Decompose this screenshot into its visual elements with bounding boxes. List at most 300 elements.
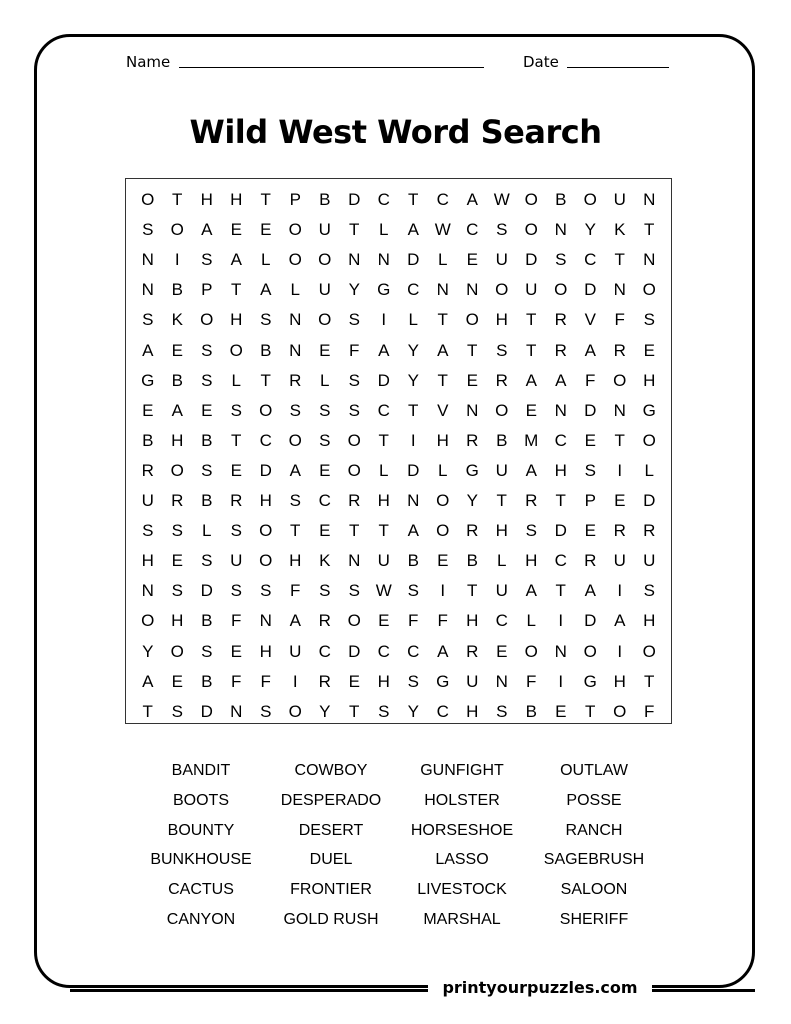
grid-cell[interactable]: Y xyxy=(142,641,154,661)
grid-cell[interactable]: B xyxy=(496,430,508,450)
grid-cell[interactable]: O xyxy=(288,701,302,721)
grid-cell[interactable]: R xyxy=(141,460,154,480)
grid-cell[interactable]: D xyxy=(584,280,597,300)
grid-cell[interactable]: W xyxy=(493,190,510,209)
grid-cell[interactable]: C xyxy=(377,190,390,209)
grid-cell[interactable]: E xyxy=(348,671,360,691)
grid-cell[interactable]: N xyxy=(613,400,626,420)
grid-cell[interactable]: R xyxy=(230,491,243,510)
grid-cell[interactable]: N xyxy=(466,280,479,300)
grid-cell[interactable]: F xyxy=(408,611,419,631)
grid-cell[interactable]: T xyxy=(260,190,271,209)
grid-cell[interactable]: E xyxy=(171,671,183,691)
grid-cell[interactable]: H xyxy=(495,521,508,541)
grid-cell[interactable]: C xyxy=(377,641,390,661)
grid-cell[interactable]: N xyxy=(230,701,243,721)
grid-cell[interactable]: G xyxy=(141,370,155,390)
grid-cell[interactable]: H xyxy=(495,310,508,330)
grid-cell[interactable]: S xyxy=(643,310,655,330)
grid-cell[interactable]: Y xyxy=(407,370,419,390)
grid-cell[interactable]: B xyxy=(171,370,183,390)
grid-cell[interactable]: R xyxy=(554,310,567,330)
grid-cell[interactable]: O xyxy=(583,190,597,209)
grid-cell[interactable]: B xyxy=(260,340,272,360)
grid-cell[interactable]: L xyxy=(231,370,241,390)
grid-cell[interactable]: D xyxy=(200,701,213,721)
grid-cell[interactable]: D xyxy=(643,491,656,510)
grid-cell[interactable]: H xyxy=(525,551,538,571)
grid-cell[interactable]: O xyxy=(524,220,538,240)
grid-cell[interactable]: T xyxy=(526,310,537,330)
grid-cell[interactable]: K xyxy=(319,551,331,571)
grid-cell[interactable]: H xyxy=(554,460,567,480)
grid-cell[interactable]: S xyxy=(230,581,242,601)
grid-cell[interactable]: S xyxy=(142,310,154,330)
grid-cell[interactable]: O xyxy=(524,190,538,209)
grid-cell[interactable]: I xyxy=(174,250,180,270)
grid-cell[interactable]: S xyxy=(230,400,242,420)
grid-cell[interactable]: S xyxy=(348,310,360,330)
grid-cell[interactable]: L xyxy=(644,460,654,480)
grid-cell[interactable]: H xyxy=(141,551,154,571)
grid-cell[interactable]: S xyxy=(348,400,360,420)
grid-cell[interactable]: U xyxy=(318,220,331,240)
grid-cell[interactable]: U xyxy=(495,250,508,270)
grid-cell[interactable]: L xyxy=(526,611,536,631)
grid-cell[interactable]: T xyxy=(408,190,419,209)
grid-cell[interactable]: T xyxy=(555,491,566,510)
grid-cell[interactable]: U xyxy=(613,190,626,209)
grid-cell[interactable]: O xyxy=(347,430,361,450)
grid-cell[interactable]: T xyxy=(496,491,507,510)
grid-cell[interactable]: S xyxy=(289,400,301,420)
grid-cell[interactable]: F xyxy=(349,340,360,360)
grid-cell[interactable]: R xyxy=(289,370,302,390)
grid-cell[interactable]: C xyxy=(259,430,272,450)
grid-cell[interactable]: H xyxy=(171,430,184,450)
grid-cell[interactable]: E xyxy=(171,340,183,360)
grid-cell[interactable]: R xyxy=(643,521,656,541)
grid-cell[interactable]: R xyxy=(613,340,626,360)
grid-cell[interactable]: O xyxy=(347,460,361,480)
grid-cell[interactable]: T xyxy=(555,581,566,601)
grid-cell[interactable]: U xyxy=(141,491,154,510)
grid-cell[interactable]: T xyxy=(585,701,596,721)
grid-cell[interactable]: B xyxy=(466,551,478,571)
grid-cell[interactable]: N xyxy=(141,280,154,300)
grid-cell[interactable]: S xyxy=(201,370,213,390)
grid-cell[interactable]: S xyxy=(201,460,213,480)
grid-cell[interactable]: L xyxy=(290,280,300,300)
grid-cell[interactable]: B xyxy=(142,430,154,450)
grid-cell[interactable]: Y xyxy=(348,280,360,300)
grid-cell[interactable]: O xyxy=(318,310,332,330)
grid-cell[interactable]: R xyxy=(613,521,626,541)
grid-cell[interactable]: A xyxy=(584,340,596,360)
grid-cell[interactable]: A xyxy=(525,370,537,390)
grid-cell[interactable]: N xyxy=(643,190,656,209)
grid-cell[interactable]: S xyxy=(496,701,508,721)
grid-cell[interactable]: O xyxy=(170,220,184,240)
grid-cell[interactable]: S xyxy=(201,340,213,360)
grid-cell[interactable]: U xyxy=(466,671,479,691)
grid-cell[interactable]: S xyxy=(260,310,272,330)
grid-cell[interactable]: G xyxy=(583,671,597,691)
grid-cell[interactable]: A xyxy=(378,340,390,360)
grid-cell[interactable]: H xyxy=(613,671,626,691)
grid-cell[interactable]: Y xyxy=(407,340,419,360)
grid-cell[interactable]: O xyxy=(347,611,361,631)
grid-cell[interactable]: O xyxy=(170,460,184,480)
grid-cell[interactable]: O xyxy=(288,430,302,450)
grid-cell[interactable]: E xyxy=(319,460,331,480)
grid-cell[interactable]: E xyxy=(584,430,596,450)
grid-cell[interactable]: O xyxy=(200,310,214,330)
grid-cell[interactable]: T xyxy=(644,220,655,240)
grid-cell[interactable]: E xyxy=(230,460,242,480)
grid-cell[interactable]: F xyxy=(644,701,655,721)
grid-cell[interactable]: S xyxy=(407,671,419,691)
grid-cell[interactable]: N xyxy=(141,250,154,270)
grid-cell[interactable]: D xyxy=(259,460,272,480)
grid-cell[interactable]: T xyxy=(349,521,360,541)
grid-cell[interactable]: H xyxy=(643,370,656,390)
grid-cell[interactable]: C xyxy=(466,220,479,240)
grid-cell[interactable]: E xyxy=(555,701,567,721)
grid-cell[interactable]: A xyxy=(525,460,537,480)
grid-cell[interactable]: D xyxy=(554,521,567,541)
grid-cell[interactable]: A xyxy=(437,340,449,360)
grid-cell[interactable]: A xyxy=(201,220,213,240)
grid-cell[interactable]: N xyxy=(554,220,567,240)
grid-cell[interactable]: S xyxy=(584,460,596,480)
grid-cell[interactable]: D xyxy=(584,611,597,631)
grid-cell[interactable]: C xyxy=(554,430,567,450)
grid-cell[interactable]: T xyxy=(290,521,301,541)
grid-cell[interactable]: P xyxy=(289,190,301,209)
grid-cell[interactable]: S xyxy=(142,220,154,240)
grid-cell[interactable]: R xyxy=(348,491,361,510)
grid-cell[interactable]: S xyxy=(496,220,508,240)
grid-cell[interactable]: T xyxy=(260,370,271,390)
grid-cell[interactable]: C xyxy=(318,641,331,661)
grid-cell[interactable]: O xyxy=(288,250,302,270)
grid-cell[interactable]: U xyxy=(643,551,656,571)
grid-cell[interactable]: B xyxy=(201,671,213,691)
grid-cell[interactable]: S xyxy=(378,701,390,721)
grid-cell[interactable]: T xyxy=(644,671,655,691)
grid-cell[interactable]: G xyxy=(377,280,391,300)
grid-cell[interactable]: E xyxy=(496,641,508,661)
grid-cell[interactable]: C xyxy=(495,611,508,631)
grid-cell[interactable]: B xyxy=(201,611,213,631)
grid-cell[interactable]: D xyxy=(377,370,390,390)
grid-cell[interactable]: E xyxy=(378,611,390,631)
grid-cell[interactable]: S xyxy=(260,701,272,721)
grid-cell[interactable]: M xyxy=(524,430,539,450)
grid-cell[interactable]: N xyxy=(348,250,361,270)
grid-cell[interactable]: H xyxy=(643,611,656,631)
grid-cell[interactable]: E xyxy=(171,551,183,571)
grid-cell[interactable]: L xyxy=(261,250,271,270)
date-field-line[interactable] xyxy=(567,67,669,68)
grid-cell[interactable]: R xyxy=(171,491,184,510)
grid-cell[interactable]: R xyxy=(466,641,479,661)
grid-cell[interactable]: T xyxy=(231,280,242,300)
grid-cell[interactable]: S xyxy=(260,581,272,601)
grid-cell[interactable]: L xyxy=(408,310,418,330)
grid-cell[interactable]: I xyxy=(617,460,623,480)
grid-cell[interactable]: T xyxy=(437,310,448,330)
grid-cell[interactable]: S xyxy=(643,581,655,601)
grid-cell[interactable]: C xyxy=(318,491,331,510)
grid-cell[interactable]: T xyxy=(378,430,389,450)
grid-cell[interactable]: H xyxy=(200,190,213,209)
grid-cell[interactable]: V xyxy=(437,400,449,420)
grid-cell[interactable]: O xyxy=(259,400,273,420)
grid-cell[interactable]: A xyxy=(584,581,596,601)
grid-cell[interactable]: P xyxy=(584,491,596,510)
grid-cell[interactable]: O xyxy=(259,551,273,571)
grid-cell[interactable]: E xyxy=(437,551,449,571)
grid-cell[interactable]: F xyxy=(526,671,537,691)
grid-cell[interactable]: O xyxy=(259,521,273,541)
grid-cell[interactable]: L xyxy=(497,551,507,571)
grid-cell[interactable]: T xyxy=(526,340,537,360)
grid-cell[interactable]: S xyxy=(201,641,213,661)
grid-cell[interactable]: H xyxy=(377,671,390,691)
grid-cell[interactable]: E xyxy=(319,521,331,541)
grid-cell[interactable]: N xyxy=(643,250,656,270)
grid-cell[interactable]: E xyxy=(260,220,272,240)
grid-cell[interactable]: A xyxy=(407,220,419,240)
grid-cell[interactable]: O xyxy=(554,280,568,300)
grid-cell[interactable]: A xyxy=(466,190,478,209)
grid-cell[interactable]: D xyxy=(348,190,361,209)
grid-cell[interactable]: D xyxy=(200,581,213,601)
grid-cell[interactable]: O xyxy=(141,190,155,209)
grid-cell[interactable]: S xyxy=(171,581,183,601)
grid-cell[interactable]: T xyxy=(378,521,389,541)
grid-cell[interactable]: T xyxy=(408,400,419,420)
grid-cell[interactable]: Y xyxy=(319,701,331,721)
grid-cell[interactable]: N xyxy=(436,280,449,300)
grid-cell[interactable]: R xyxy=(466,430,479,450)
grid-cell[interactable]: F xyxy=(614,310,625,330)
grid-cell[interactable]: E xyxy=(466,370,478,390)
name-field-line[interactable] xyxy=(179,67,484,68)
grid-cell[interactable]: L xyxy=(320,370,330,390)
grid-cell[interactable]: U xyxy=(525,280,538,300)
grid-cell[interactable]: B xyxy=(555,190,567,209)
grid-cell[interactable]: T xyxy=(349,701,360,721)
grid-cell[interactable]: S xyxy=(201,551,213,571)
grid-cell[interactable]: A xyxy=(142,340,154,360)
grid-cell[interactable]: O xyxy=(495,280,509,300)
grid-cell[interactable]: S xyxy=(230,521,242,541)
grid-cell[interactable]: T xyxy=(467,581,478,601)
grid-cell[interactable]: N xyxy=(613,280,626,300)
grid-cell[interactable]: R xyxy=(466,521,479,541)
grid-cell[interactable]: R xyxy=(318,611,331,631)
grid-cell[interactable]: S xyxy=(407,581,419,601)
grid-cell[interactable]: E xyxy=(466,250,478,270)
grid-cell[interactable]: G xyxy=(436,671,450,691)
grid-cell[interactable]: E xyxy=(614,491,626,510)
grid-cell[interactable]: T xyxy=(467,340,478,360)
grid-cell[interactable]: I xyxy=(410,430,416,450)
grid-cell[interactable]: R xyxy=(584,551,597,571)
grid-cell[interactable]: W xyxy=(434,220,451,240)
grid-cell[interactable]: F xyxy=(231,671,242,691)
grid-cell[interactable]: N xyxy=(377,250,390,270)
grid-cell[interactable]: O xyxy=(170,641,184,661)
grid-cell[interactable]: N xyxy=(348,551,361,571)
grid-cell[interactable]: C xyxy=(436,190,449,209)
grid-cell[interactable]: I xyxy=(292,671,298,691)
grid-cell[interactable]: V xyxy=(584,310,596,330)
grid-cell[interactable]: T xyxy=(142,701,153,721)
grid-cell[interactable]: K xyxy=(171,310,183,330)
grid-cell[interactable]: B xyxy=(407,551,419,571)
grid-cell[interactable]: E xyxy=(584,521,596,541)
grid-cell[interactable]: S xyxy=(142,521,154,541)
grid-cell[interactable]: N xyxy=(289,340,302,360)
grid-cell[interactable]: A xyxy=(171,400,183,420)
grid-cell[interactable]: E xyxy=(201,400,213,420)
grid-cell[interactable]: C xyxy=(377,400,390,420)
grid-cell[interactable]: I xyxy=(381,310,387,330)
grid-cell[interactable]: U xyxy=(230,551,243,571)
grid-cell[interactable]: N xyxy=(141,581,154,601)
grid-cell[interactable]: B xyxy=(201,430,213,450)
grid-cell[interactable]: H xyxy=(377,491,390,510)
grid-cell[interactable]: D xyxy=(348,641,361,661)
grid-cell[interactable]: O xyxy=(318,250,332,270)
grid-cell[interactable]: S xyxy=(319,430,331,450)
grid-cell[interactable]: H xyxy=(259,641,272,661)
grid-cell[interactable]: U xyxy=(495,460,508,480)
grid-cell[interactable]: A xyxy=(437,641,449,661)
grid-cell[interactable]: F xyxy=(437,611,448,631)
grid-cell[interactable]: D xyxy=(407,250,420,270)
grid-cell[interactable]: F xyxy=(585,370,596,390)
grid-cell[interactable]: O xyxy=(229,340,243,360)
grid-cell[interactable]: A xyxy=(555,370,567,390)
grid-cell[interactable]: C xyxy=(584,250,597,270)
grid-cell[interactable]: S xyxy=(348,581,360,601)
grid-cell[interactable]: O xyxy=(141,611,155,631)
grid-cell[interactable]: H xyxy=(466,611,479,631)
grid-cell[interactable]: H xyxy=(436,430,449,450)
grid-cell[interactable]: N xyxy=(407,491,420,510)
grid-cell[interactable]: Y xyxy=(466,491,478,510)
grid-cell[interactable]: F xyxy=(260,671,271,691)
grid-cell[interactable]: N xyxy=(554,641,567,661)
grid-cell[interactable]: B xyxy=(201,491,213,510)
grid-cell[interactable]: T xyxy=(614,430,625,450)
grid-cell[interactable]: D xyxy=(407,460,420,480)
grid-cell[interactable]: H xyxy=(171,611,184,631)
grid-cell[interactable]: S xyxy=(319,581,331,601)
grid-cell[interactable]: N xyxy=(495,671,508,691)
grid-cell[interactable]: A xyxy=(407,521,419,541)
grid-cell[interactable]: A xyxy=(614,611,626,631)
grid-cell[interactable]: O xyxy=(642,430,656,450)
grid-cell[interactable]: I xyxy=(617,641,623,661)
grid-cell[interactable]: E xyxy=(525,400,537,420)
grid-cell[interactable]: R xyxy=(495,370,508,390)
grid-cell[interactable]: D xyxy=(584,400,597,420)
grid-cell[interactable]: N xyxy=(259,611,272,631)
grid-cell[interactable]: T xyxy=(172,190,183,209)
grid-cell[interactable]: T xyxy=(437,370,448,390)
grid-cell[interactable]: H xyxy=(466,701,479,721)
grid-cell[interactable]: I xyxy=(558,671,564,691)
grid-cell[interactable]: N xyxy=(289,310,302,330)
grid-cell[interactable]: E xyxy=(142,400,154,420)
grid-cell[interactable]: S xyxy=(171,521,183,541)
grid-cell[interactable]: A xyxy=(230,250,242,270)
grid-cell[interactable]: O xyxy=(524,641,538,661)
grid-cell[interactable]: S xyxy=(319,400,331,420)
grid-cell[interactable]: R xyxy=(318,671,331,691)
grid-cell[interactable]: E xyxy=(319,340,331,360)
grid-cell[interactable]: O xyxy=(642,641,656,661)
grid-cell[interactable]: O xyxy=(583,641,597,661)
grid-cell[interactable]: S xyxy=(348,370,360,390)
grid-cell[interactable]: K xyxy=(614,220,626,240)
grid-cell[interactable]: F xyxy=(231,611,242,631)
grid-cell[interactable]: S xyxy=(201,250,213,270)
grid-cell[interactable]: N xyxy=(466,400,479,420)
grid-cell[interactable]: H xyxy=(259,491,272,510)
grid-cell[interactable]: S xyxy=(496,340,508,360)
grid-cell[interactable]: E xyxy=(230,220,242,240)
grid-cell[interactable]: T xyxy=(231,430,242,450)
grid-cell[interactable]: B xyxy=(319,190,331,209)
grid-cell[interactable]: R xyxy=(554,340,567,360)
grid-cell[interactable]: I xyxy=(558,611,564,631)
grid-cell[interactable]: G xyxy=(465,460,479,480)
grid-cell[interactable]: U xyxy=(613,551,626,571)
grid-cell[interactable]: R xyxy=(525,491,538,510)
grid-cell[interactable]: W xyxy=(375,581,392,601)
grid-cell[interactable]: C xyxy=(436,701,449,721)
grid-cell[interactable]: S xyxy=(555,250,567,270)
grid-cell[interactable]: E xyxy=(643,340,655,360)
grid-cell[interactable]: S xyxy=(289,491,301,510)
grid-cell[interactable]: U xyxy=(377,551,390,571)
grid-cell[interactable]: F xyxy=(290,581,301,601)
grid-cell[interactable]: Y xyxy=(407,701,419,721)
grid-cell[interactable]: O xyxy=(436,491,450,510)
grid-cell[interactable]: O xyxy=(642,280,656,300)
grid-cell[interactable]: H xyxy=(230,310,243,330)
grid-cell[interactable]: L xyxy=(379,460,389,480)
grid-cell[interactable]: O xyxy=(288,220,302,240)
grid-cell[interactable]: O xyxy=(495,400,509,420)
grid-cell[interactable]: A xyxy=(289,460,301,480)
grid-cell[interactable]: B xyxy=(525,701,537,721)
grid-cell[interactable]: L xyxy=(202,521,212,541)
grid-cell[interactable]: U xyxy=(495,581,508,601)
grid-cell[interactable]: O xyxy=(465,310,479,330)
grid-cell[interactable]: O xyxy=(613,370,627,390)
grid-cell[interactable]: L xyxy=(438,250,448,270)
grid-cell[interactable]: I xyxy=(617,581,623,601)
grid-cell[interactable]: H xyxy=(230,190,243,209)
